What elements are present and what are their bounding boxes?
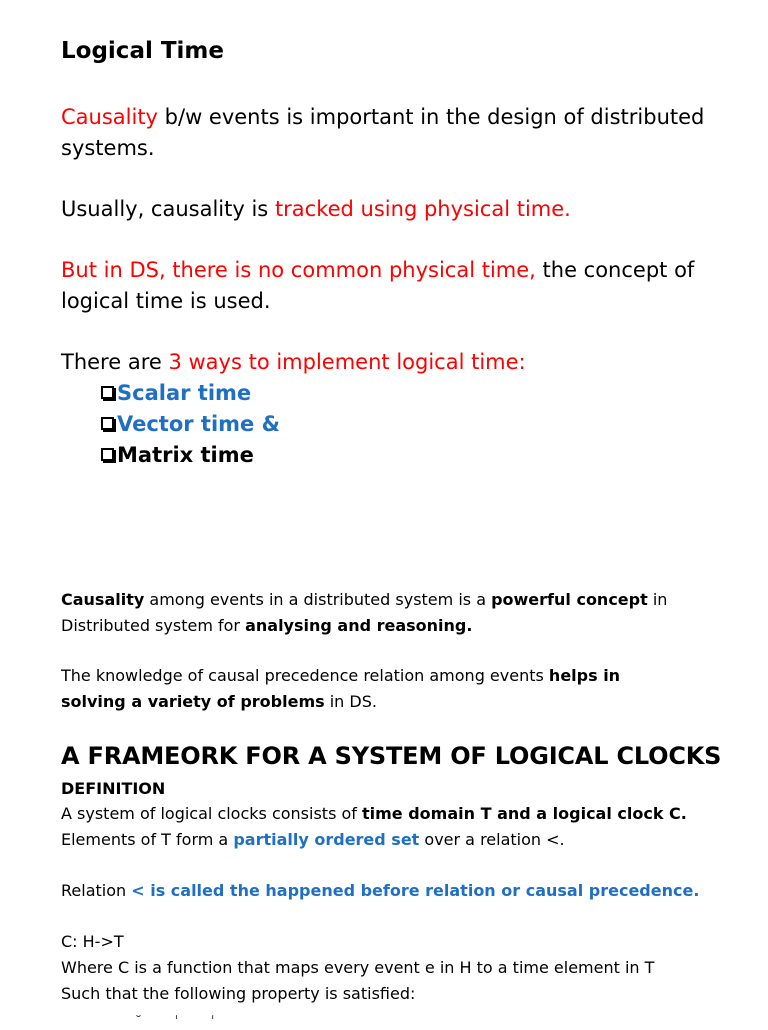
framework-heading: A FRAMEORK FOR A SYSTEM OF LOGICAL CLOCKS bbox=[61, 742, 722, 770]
knowledge-paragraph: The knowledge of causal precedence relation among events helps in bbox=[61, 666, 621, 685]
intro-text: b/w events is important in the design of distributed bbox=[157, 105, 705, 129]
intro-text: Usually, causality is bbox=[61, 197, 275, 221]
mapping-description: Where C is a function that maps every event e in H to a time element in T bbox=[61, 958, 655, 977]
bullet-matrix-time: Matrix time bbox=[101, 440, 254, 471]
relation-line: Relation < is called the happened before relation or causal precedence. bbox=[61, 881, 700, 900]
checkbox-bullet-icon bbox=[101, 386, 114, 399]
checkbox-bullet-icon bbox=[101, 417, 114, 430]
intro-paragraph-3 bbox=[61, 255, 694, 286]
bullet-scalar-time: Scalar time bbox=[101, 378, 251, 409]
definition-line-1: A system of logical clocks consists of time domain T and a logical clock C. bbox=[61, 804, 687, 823]
intro-paragraph-3-line-2: logical time is used. bbox=[61, 289, 271, 313]
causality-paragraph: Causality among events in a distributed system is a powerful concept in bbox=[61, 590, 668, 609]
definition-subheading: DEFINITION bbox=[61, 779, 166, 798]
physical-time-highlight: tracked using physical time. bbox=[274, 197, 571, 221]
intro-paragraph-2 bbox=[61, 194, 571, 225]
cut-off-text-fragment: ˘ ˈ ˈ bbox=[135, 1014, 229, 1030]
three-ways-highlight: 3 ways to implement logical time: bbox=[168, 350, 526, 374]
happened-before-highlight: < is called the happened before relation or causal precedence. bbox=[131, 881, 700, 900]
causality-paragraph-line-2: Distributed system for analysing and reasoning. bbox=[61, 616, 473, 635]
partially-ordered-set-highlight: partially ordered set bbox=[233, 830, 420, 849]
no-common-time-highlight: But in DS, there is no common physical time, bbox=[61, 258, 536, 282]
knowledge-paragraph-line-2: solving a variety of problems in DS. bbox=[61, 692, 377, 711]
intro-text: There are bbox=[61, 350, 169, 374]
intro-paragraph-1-line-2: systems. bbox=[61, 136, 155, 160]
page-title: Logical Time bbox=[61, 38, 224, 64]
intro-paragraph-1 bbox=[61, 102, 704, 133]
clock-mapping: C: H->T bbox=[61, 932, 124, 951]
intro-paragraph-4 bbox=[61, 347, 526, 378]
causality-highlight: Causality bbox=[61, 105, 158, 129]
bullet-vector-time: Vector time & bbox=[101, 409, 280, 440]
property-statement: Such that the following property is satisfied: bbox=[61, 984, 416, 1003]
definition-line-2: Elements of T form a partially ordered set over a relation <. bbox=[61, 830, 565, 849]
intro-text: the concept of bbox=[535, 258, 695, 282]
checkbox-bullet-icon bbox=[101, 448, 114, 461]
